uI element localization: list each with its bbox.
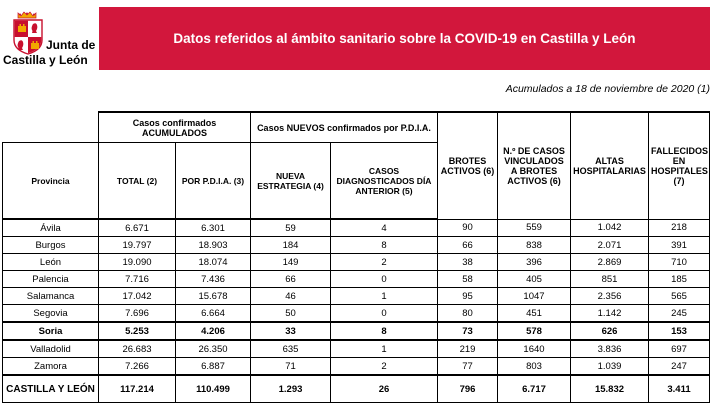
value-cell: 1 — [331, 340, 438, 358]
value-cell: 405 — [498, 271, 571, 288]
covid-data-table — [2, 111, 710, 403]
value-cell: 26.350 — [176, 340, 251, 358]
total-value-cell: 15.832 — [571, 375, 649, 403]
value-cell: 565 — [649, 288, 710, 305]
value-cell: 247 — [649, 358, 710, 376]
col-header-brotes-activos: BROTES ACTIVOS (6) — [438, 112, 498, 219]
coat-of-arms-icon — [10, 10, 46, 56]
col-header-total: TOTAL (2) — [99, 143, 176, 220]
table-footer — [3, 375, 710, 403]
value-cell: 38 — [438, 254, 498, 271]
value-cell: 184 — [251, 237, 331, 254]
value-cell: 697 — [649, 340, 710, 358]
total-value-cell: 1.293 — [251, 375, 331, 403]
value-cell: 7.696 — [99, 305, 176, 323]
value-cell: 218 — [649, 219, 710, 237]
value-cell: 3.836 — [571, 340, 649, 358]
value-cell: 2.071 — [571, 237, 649, 254]
value-cell: 95 — [438, 288, 498, 305]
group-header-nuevos-pdia: Casos NUEVOS confirmados por P.D.I.A. — [251, 112, 438, 143]
value-cell: 8 — [331, 237, 438, 254]
total-value-cell: 3.411 — [649, 375, 710, 403]
province-cell: Soria — [3, 322, 99, 340]
value-cell: 7.436 — [176, 271, 251, 288]
value-cell: 6.664 — [176, 305, 251, 323]
value-cell: 6.671 — [99, 219, 176, 237]
province-cell: Palencia — [3, 271, 99, 288]
value-cell: 219 — [438, 340, 498, 358]
value-cell: 0 — [331, 271, 438, 288]
value-cell: 710 — [649, 254, 710, 271]
col-header-por-pdia: POR P.D.I.A. (3) — [176, 143, 251, 220]
value-cell: 2 — [331, 254, 438, 271]
value-cell: 559 — [498, 219, 571, 237]
group-header-row — [3, 112, 710, 143]
value-cell: 8 — [331, 322, 438, 340]
value-cell: 1.042 — [571, 219, 649, 237]
table-row — [3, 237, 710, 254]
group-header-acumulados: Casos confirmados ACUMULADOS — [99, 112, 251, 143]
value-cell: 851 — [571, 271, 649, 288]
value-cell: 4.206 — [176, 322, 251, 340]
page-title: Datos referidos al ámbito sanitario sobre la COVID-19 en Castilla y León — [173, 31, 636, 46]
accumulated-date-note: Acumulados a 18 de noviembre de 2020 (1) — [505, 83, 710, 95]
province-cell: León — [3, 254, 99, 271]
table-row — [3, 322, 710, 340]
table-row — [3, 219, 710, 237]
value-cell: 149 — [251, 254, 331, 271]
value-cell: 73 — [438, 322, 498, 340]
value-cell: 2.869 — [571, 254, 649, 271]
value-cell: 59 — [251, 219, 331, 237]
value-cell: 1047 — [498, 288, 571, 305]
total-row — [3, 375, 710, 403]
table-row — [3, 340, 710, 358]
value-cell: 838 — [498, 237, 571, 254]
value-cell: 451 — [498, 305, 571, 323]
value-cell: 578 — [498, 322, 571, 340]
table-body — [3, 219, 710, 375]
value-cell: 19.090 — [99, 254, 176, 271]
table-row — [3, 288, 710, 305]
value-cell: 396 — [498, 254, 571, 271]
value-cell: 153 — [649, 322, 710, 340]
value-cell: 1640 — [498, 340, 571, 358]
junta-logo — [2, 10, 112, 74]
table-row — [3, 358, 710, 376]
province-cell: Zamora — [3, 358, 99, 376]
value-cell: 90 — [438, 219, 498, 237]
province-cell: Segovia — [3, 305, 99, 323]
col-header-altas-hospitalarias: ALTAS HOSPITALARIAS — [571, 112, 649, 219]
col-header-nueva-estrategia: NUEVA ESTRATEGIA (4) — [251, 143, 331, 220]
value-cell: 6.887 — [176, 358, 251, 376]
value-cell: 635 — [251, 340, 331, 358]
province-cell: Burgos — [3, 237, 99, 254]
value-cell: 6.301 — [176, 219, 251, 237]
value-cell: 391 — [649, 237, 710, 254]
value-cell: 2.356 — [571, 288, 649, 305]
total-value-cell: 110.499 — [176, 375, 251, 403]
value-cell: 1.039 — [571, 358, 649, 376]
value-cell: 66 — [251, 271, 331, 288]
title-banner — [99, 7, 710, 70]
value-cell: 626 — [571, 322, 649, 340]
province-cell: Valladolid — [3, 340, 99, 358]
value-cell: 15.678 — [176, 288, 251, 305]
value-cell: 50 — [251, 305, 331, 323]
col-header-provincia: Provincia — [3, 143, 99, 220]
value-cell: 7.266 — [99, 358, 176, 376]
value-cell: 18.074 — [176, 254, 251, 271]
total-value-cell: 796 — [438, 375, 498, 403]
value-cell: 4 — [331, 219, 438, 237]
total-value-cell: 117.214 — [99, 375, 176, 403]
corner-spacer — [3, 112, 99, 143]
value-cell: 17.042 — [99, 288, 176, 305]
table-row — [3, 305, 710, 323]
col-header-casos-vinculados: N.º DE CASOS VINCULADOS A BROTES ACTIVOS (6) — [498, 112, 571, 219]
value-cell: 245 — [649, 305, 710, 323]
value-cell: 46 — [251, 288, 331, 305]
value-cell: 803 — [498, 358, 571, 376]
logo-text-line1: Junta de — [46, 38, 96, 52]
value-cell: 18.903 — [176, 237, 251, 254]
value-cell: 5.253 — [99, 322, 176, 340]
value-cell: 80 — [438, 305, 498, 323]
value-cell: 71 — [251, 358, 331, 376]
table-row — [3, 254, 710, 271]
value-cell: 58 — [438, 271, 498, 288]
value-cell: 26.683 — [99, 340, 176, 358]
province-cell: Ávila — [3, 219, 99, 237]
table-row — [3, 271, 710, 288]
value-cell: 33 — [251, 322, 331, 340]
total-label-cell: CASTILLA Y LEÓN — [3, 375, 99, 403]
value-cell: 1 — [331, 288, 438, 305]
value-cell: 185 — [649, 271, 710, 288]
value-cell: 66 — [438, 237, 498, 254]
value-cell: 7.716 — [99, 271, 176, 288]
total-value-cell: 26 — [331, 375, 438, 403]
col-header-fallecidos: FALLECIDOS EN HOSPITALES (7) — [649, 112, 710, 219]
value-cell: 19.797 — [99, 237, 176, 254]
col-header-casos-diagnosticados: CASOS DIAGNOSTICADOS DÍA ANTERIOR (5) — [331, 143, 438, 220]
value-cell: 77 — [438, 358, 498, 376]
province-cell: Salamanca — [3, 288, 99, 305]
value-cell: 0 — [331, 305, 438, 323]
logo-text-line2: Castilla y León — [3, 53, 88, 67]
value-cell: 1.142 — [571, 305, 649, 323]
total-value-cell: 6.717 — [498, 375, 571, 403]
value-cell: 2 — [331, 358, 438, 376]
